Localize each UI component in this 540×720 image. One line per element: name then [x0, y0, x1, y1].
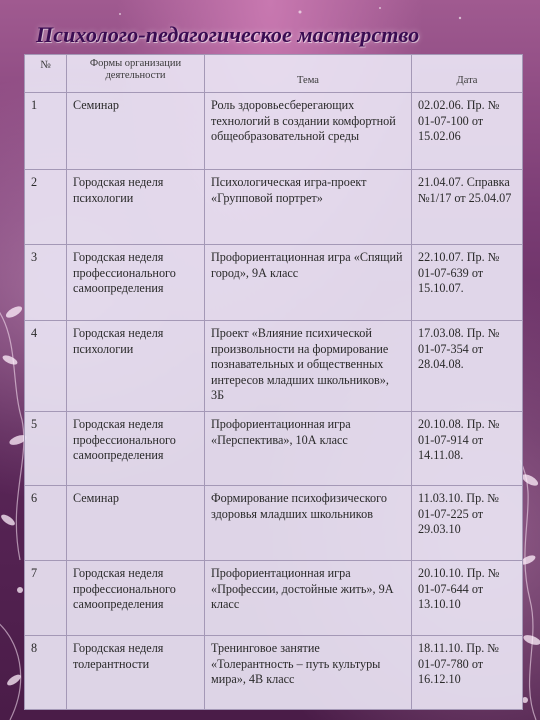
row-date: 22.10.07. Пр. № 01-07-639 от 15.10.07.: [412, 245, 523, 321]
table-row: [25, 170, 523, 245]
header-number: №: [25, 55, 67, 93]
row-form: Городская неделя толерантности: [67, 636, 205, 710]
table-row: [25, 486, 523, 561]
row-date: 20.10.10. Пр. № 01-07-644 от 13.10.10: [412, 561, 523, 636]
row-number: 5: [25, 412, 67, 486]
row-date: 18.11.10. Пр. № 01-07-780 от 16.12.10: [412, 636, 523, 710]
header-date: Дата: [412, 55, 523, 93]
row-topic: Профориентационная игра «Спящий город», 9А класс: [205, 245, 412, 321]
row-date: 02.02.06. Пр. № 01-07-100 от 15.02.06: [412, 93, 523, 170]
table-row: [25, 561, 523, 636]
row-number: 4: [25, 321, 67, 412]
header-topic: Тема: [205, 55, 412, 93]
row-topic: Профориентационная игра «Профессии, достойные жить», 9А класс: [205, 561, 412, 636]
table-row: [25, 321, 523, 412]
row-topic: Роль здоровьесберегающих технологий в создании комфортной общеобразовательной среды: [205, 93, 412, 170]
table-header-row: [25, 55, 523, 93]
row-form: Семинар: [67, 93, 205, 170]
row-topic: Проект «Влияние психической произвольности на формирование познавательных и общественных интересов младших школьников», 3Б: [205, 321, 412, 412]
table-row: [25, 93, 523, 170]
table-row: [25, 245, 523, 321]
table-row: [25, 412, 523, 486]
row-date: 11.03.10. Пр. № 01-07-225 от 29.03.10: [412, 486, 523, 561]
header-form: Формы организации деятельности: [67, 55, 205, 93]
page-title: Психолого-педагогическое мастерство: [36, 22, 420, 47]
activity-table: [24, 54, 523, 710]
row-form: Городская неделя профессионального самоопределения: [67, 245, 205, 321]
row-topic: Тренинговое занятие «Толерантность – путь культуры мира», 4В класс: [205, 636, 412, 710]
row-number: 8: [25, 636, 67, 710]
row-number: 6: [25, 486, 67, 561]
row-topic: Психологическая игра-проект «Групповой портрет»: [205, 170, 412, 245]
row-form: Городская неделя профессионального самоопределения: [67, 412, 205, 486]
row-date: 20.10.08. Пр. № 01-07-914 от 14.11.08.: [412, 412, 523, 486]
row-number: 3: [25, 245, 67, 321]
row-number: 2: [25, 170, 67, 245]
row-form: Городская неделя психологии: [67, 321, 205, 412]
row-topic: Формирование психофизического здоровья младших школьников: [205, 486, 412, 561]
row-topic: Профориентационная игра «Перспектива», 10А класс: [205, 412, 412, 486]
table-row: [25, 636, 523, 710]
row-date: 17.03.08. Пр. № 01-07-354 от 28.04.08.: [412, 321, 523, 412]
row-form: Семинар: [67, 486, 205, 561]
row-number: 1: [25, 93, 67, 170]
row-form: Городская неделя профессионального самоопределения: [67, 561, 205, 636]
row-number: 7: [25, 561, 67, 636]
row-form: Городская неделя психологии: [67, 170, 205, 245]
row-date: 21.04.07. Справка №1/17 от 25.04.07: [412, 170, 523, 245]
